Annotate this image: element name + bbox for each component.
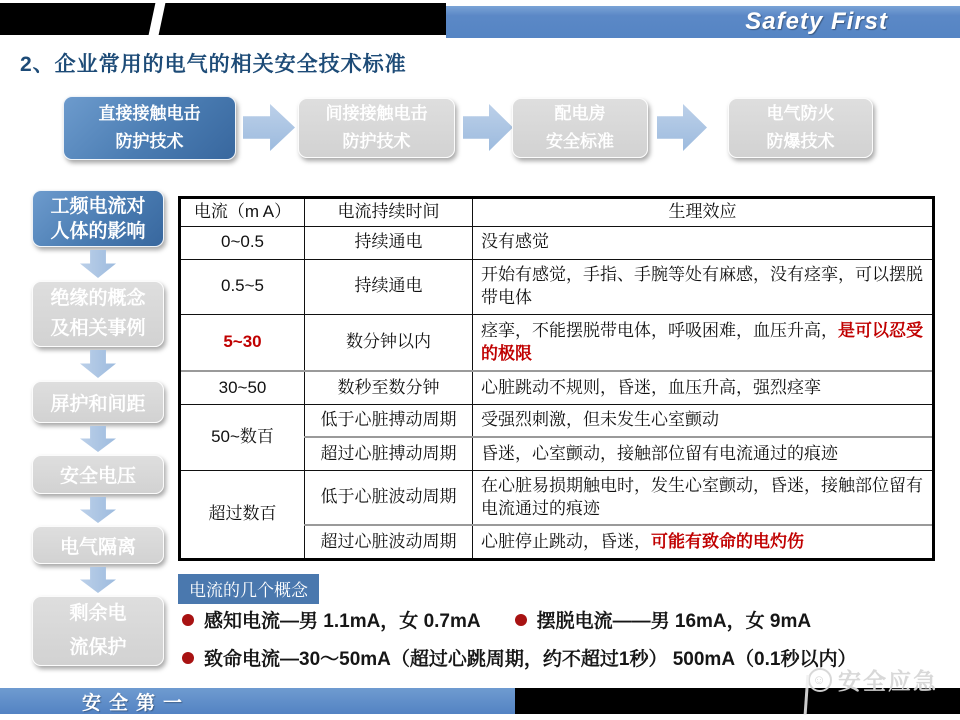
cell-effect: 痉挛，不能摆脱带电体，呼吸困难，血压升高，是可以忍受的极限 — [473, 314, 934, 371]
table-row — [180, 371, 934, 404]
sidebar-arrow-icon — [80, 567, 116, 593]
flow-item-label-line2: 防护技术 — [115, 132, 184, 151]
sidebar-arrow-icon — [80, 426, 116, 452]
flow-item-fire-explosion-protection[interactable] — [728, 98, 873, 158]
flow-arrow-icon — [463, 104, 513, 151]
current-effect-table — [178, 196, 935, 561]
sidebar-arrow-icon — [80, 250, 116, 278]
concepts-section-label: 电流的几个概念 — [178, 574, 319, 604]
bullet-dot-icon — [182, 614, 194, 626]
concepts-bullet-line-2 — [182, 644, 856, 671]
cell-duration: 数秒至数分钟 — [305, 371, 473, 404]
flow-item-label-line2: 安全标准 — [546, 132, 614, 151]
sidebar-item-residual-current-protection[interactable] — [32, 596, 164, 666]
sidebar-item-current-effect-on-body[interactable] — [32, 190, 164, 247]
bullet-item — [182, 606, 481, 633]
cell-effect-highlight: 可能有致命的电灼伤 — [651, 531, 804, 551]
cell-current: 0~0.5 — [180, 226, 305, 259]
sidebar-item-label-line2: 流保护 — [69, 637, 127, 658]
cell-effect: 心脏跳动不规则，昏迷，血压升高，强烈痉挛 — [473, 371, 934, 404]
col-header-effect: 生理效应 — [473, 198, 934, 227]
table-row — [180, 404, 934, 437]
flow-item-label-line1: 配电房 — [554, 104, 606, 123]
bullet-item — [515, 606, 812, 633]
banner-black-bar — [0, 3, 446, 35]
bullet-text: 感知电流—男 1.1mA，女 0.7mA — [204, 611, 481, 632]
sidebar-item-safe-voltage[interactable] — [32, 455, 164, 494]
cell-duration: 数分钟以内 — [305, 314, 473, 371]
col-header-current: 电流（m A） — [180, 198, 305, 227]
table-row — [180, 470, 934, 525]
sidebar-item-label-line1: 电气隔离 — [59, 536, 136, 558]
footer-blue-bar — [0, 688, 515, 714]
col-header-duration: 电流持续时间 — [305, 198, 473, 227]
bullet-dot-icon — [182, 652, 194, 664]
flow-item-label-line1: 间接接触电击 — [325, 104, 428, 123]
cell-effect: 心脏停止跳动，昏迷，可能有致命的电灼伤 — [473, 525, 934, 559]
cell-effect: 没有感觉 — [473, 226, 934, 259]
table-header-row — [180, 198, 934, 227]
sidebar-arrow-icon — [80, 497, 116, 523]
sidebar-arrow-icon — [80, 350, 116, 378]
sidebar-item-screening-clearance[interactable] — [32, 381, 164, 423]
cell-effect: 开始有感觉，手指、手腕等处有麻感，没有痉挛，可以摆脱带电体 — [473, 259, 934, 314]
table-row — [180, 259, 934, 314]
bullet-text: 致命电流—30～50mA（超过心跳周期，约不超过1秒） 500mA（0.1秒以内） — [204, 649, 857, 670]
cell-effect-highlight: 是可以忍受的极限 — [481, 320, 923, 363]
bullet-text: 摆脱电流——男 16mA，女 9mA — [536, 611, 812, 632]
sidebar-item-label-line1: 绝缘的概念 — [50, 288, 146, 309]
sidebar-item-electrical-isolation[interactable] — [32, 526, 164, 564]
sidebar-item-label-line1: 剩余电 — [69, 603, 127, 624]
sidebar-item-label-line1: 工频电流对 — [50, 195, 146, 217]
flow-item-power-room-standard[interactable] — [512, 98, 648, 158]
bullet-dot-icon — [515, 614, 527, 626]
footer-slogan: 安全第一 — [82, 692, 191, 714]
cell-duration: 低于心脏搏动周期 — [305, 404, 473, 437]
cell-duration: 超过心脏波动周期 — [305, 525, 473, 559]
cell-effect: 受强烈刺激，但未发生心室颤动 — [473, 404, 934, 437]
cell-current: 0.5~5 — [180, 259, 305, 314]
cell-duration: 低于心脏波动周期 — [305, 470, 473, 525]
cell-effect: 在心脏易损期触电时，发生心室颤动，昏迷，接触部位留有电流通过的痕迹 — [473, 470, 934, 525]
flow-item-label-line2: 防护技术 — [342, 132, 411, 151]
cell-current: 超过数百 — [180, 470, 305, 559]
watermark-logo — [808, 663, 938, 696]
page-title: 2、企业常用的电气的相关安全技术标准 — [20, 53, 407, 76]
flow-arrow-icon — [657, 104, 707, 151]
cell-current: 30~50 — [180, 371, 305, 404]
sidebar-item-insulation-concept[interactable] — [32, 281, 164, 347]
flow-item-label-line1: 直接接触电击 — [98, 104, 201, 123]
sidebar-item-label-line1: 屏护和间距 — [50, 393, 146, 415]
sidebar-item-label-line2: 及相关事例 — [50, 318, 146, 339]
sidebar-item-label-line2: 人体的影响 — [50, 220, 146, 242]
bullet-item — [182, 644, 856, 671]
table-row — [180, 226, 934, 259]
flow-item-indirect-contact-shock[interactable] — [298, 98, 455, 158]
cell-duration: 持续通电 — [305, 226, 473, 259]
table-row — [180, 314, 934, 371]
cell-current: 5~30 — [180, 314, 305, 371]
concepts-bullet-line-1 — [182, 606, 811, 633]
watermark-circle-icon: ☺ — [808, 668, 832, 692]
banner-slogan: Safety First — [745, 8, 888, 35]
cell-duration: 持续通电 — [305, 259, 473, 314]
flow-item-label-line1: 电气防火 — [766, 104, 835, 123]
cell-duration: 超过心脏搏动周期 — [305, 437, 473, 470]
sidebar-item-label-line1: 安全电压 — [59, 466, 136, 487]
flow-item-label-line2: 防爆技术 — [766, 132, 835, 151]
watermark-text: 安全应急 — [838, 668, 938, 694]
flow-arrow-icon — [243, 104, 295, 151]
flow-item-direct-contact-shock[interactable] — [63, 96, 236, 160]
cell-effect: 昏迷，心室颤动，接触部位留有电流通过的痕迹 — [473, 437, 934, 470]
cell-current: 50~数百 — [180, 404, 305, 470]
banner-blue-bar — [446, 6, 960, 38]
